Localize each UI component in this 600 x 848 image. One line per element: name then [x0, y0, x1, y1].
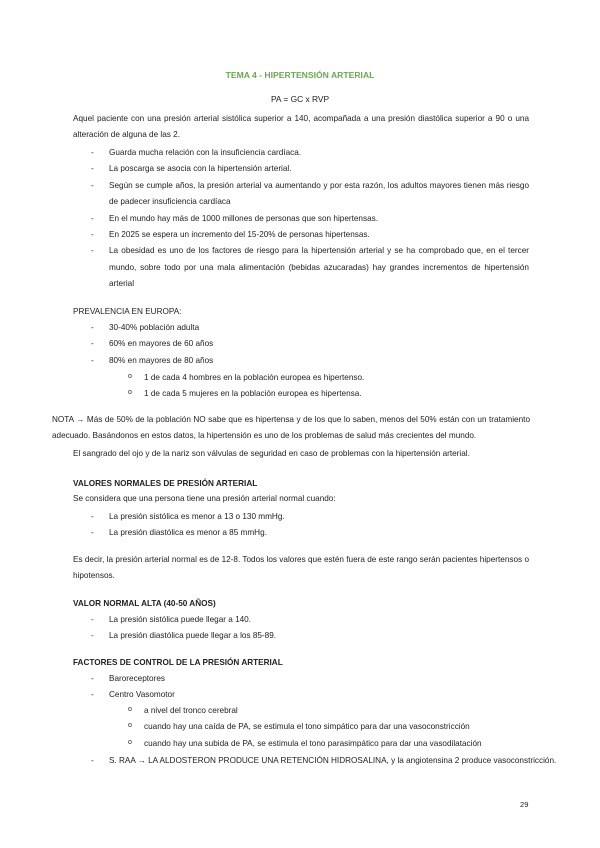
prevalence-sub-list: [128, 370, 528, 403]
sangrado-paragraph: El sangrado del ojo y de la nariz son válvulas de seguridad en caso de problemas con la hipertensión arterial.: [73, 449, 470, 458]
list-item: - La presión diastólica puede llegar a los 85-89.: [91, 628, 529, 644]
nota-paragraph: NOTA → Más de 50% de la población NO sabe que es hipertensa y de los que lo saben, menos del 50% están con un tratamiento adecuado. Basándonos en estos datos, la hipertensión es uno de los problemas de salud más crecientes del mundo.: [52, 415, 530, 441]
page-number: 29: [520, 800, 529, 809]
list-item: - 60% en mayores de 60 años: [91, 336, 529, 352]
list-item: o cuando hay una subida de PA, se estimula el tono parasimpático para dar una vasodilatación: [128, 736, 548, 752]
list-item: - La presión sistólica puede llegar a 140.: [91, 612, 529, 628]
list-item: - 30-40% población adulta: [91, 320, 529, 336]
list-item: - La poscarga se asocia con la hipertensión arterial.: [91, 161, 529, 177]
list-item: - Centro Vasomotor: [91, 687, 529, 703]
list-item: o 1 de cada 4 hombres en la población europea es hipertenso.: [128, 370, 528, 386]
formula: PA = GC x RVP: [270, 94, 330, 104]
factores-list: [91, 671, 529, 704]
prevalence-heading: PREVALENCIA EN EUROPA:: [73, 307, 182, 316]
intro-bullet-list: [91, 145, 529, 293]
section-heading: VALOR NORMAL ALTA (40-50 AÑOS): [73, 599, 216, 608]
list-item: - Según se cumple años, la presión arterial va aumentando y por esta razón, los adultos mayores tienen más riesgo de padecer insuficiencia cardíaca: [91, 178, 529, 211]
section-heading: VALORES NORMALES DE PRESIÓN ARTERIAL: [73, 479, 258, 488]
alta-list: [91, 612, 529, 645]
list-item: - 80% en mayores de 80 años: [91, 353, 529, 369]
normales-list: [91, 509, 529, 542]
normales-summary: Es decir, la presión arterial normal es de 12-8. Todos los valores que estén fuera de este rango serán pacientes hipertensos o hipotensos.: [73, 555, 529, 581]
list-item: - La obesidad es uno de los factores de riesgo para la hipertensión arterial y se ha comprobado que, en el tercer mundo, sobre todo por una mala alimentación (bebidas azucaradas) hay grandes incrementos de hipertensión arterial: [91, 243, 529, 292]
list-item: - La presión diastólica es menor a 85 mmHg.: [91, 525, 529, 541]
list-item: o a nivel del tronco cerebral: [128, 703, 548, 719]
prevalence-list: [91, 320, 529, 369]
page-title: TEMA 4 - HIPERTENSIÓN ARTERIAL: [225, 70, 375, 80]
intro-paragraph: Aquel paciente con una presión arterial sistólica superior a 140, acompañada a una presión diastólica superior a 90 o una alteración de alguna de las 2.: [73, 114, 529, 140]
list-item: - La presión sistólica es menor a 13 o 130 mmHg.: [91, 509, 529, 525]
list-item: - Baroreceptores: [91, 671, 529, 687]
section-heading: FACTORES DE CONTROL DE LA PRESIÓN ARTERIAL: [73, 658, 283, 667]
list-item: - En el mundo hay más de 1000 millones de personas que son hipertensas.: [91, 211, 529, 227]
normales-intro: Se considera que una persona tiene una presión arterial normal cuando:: [73, 494, 336, 503]
list-item: o 1 de cada 5 mujeres en la población europea es hipertensa.: [128, 386, 528, 402]
list-item: - S. RAA → LA ALDOSTERON PRODUCE UNA RETENCIÓN HIDROSALINA, y la angiotensina 2 produce vasoconstricción.: [91, 753, 561, 769]
factores-last-list: [91, 753, 561, 769]
list-item: - Guarda mucha relación con la insuficiencia cardíaca.: [91, 145, 529, 161]
factores-sub-list: [128, 703, 548, 752]
list-item: o cuando hay una caída de PA, se estimula el tono simpático para dar una vasoconstricción: [128, 719, 548, 735]
list-item: - En 2025 se espera un incremento del 15-20% de personas hipertensas.: [91, 227, 529, 243]
